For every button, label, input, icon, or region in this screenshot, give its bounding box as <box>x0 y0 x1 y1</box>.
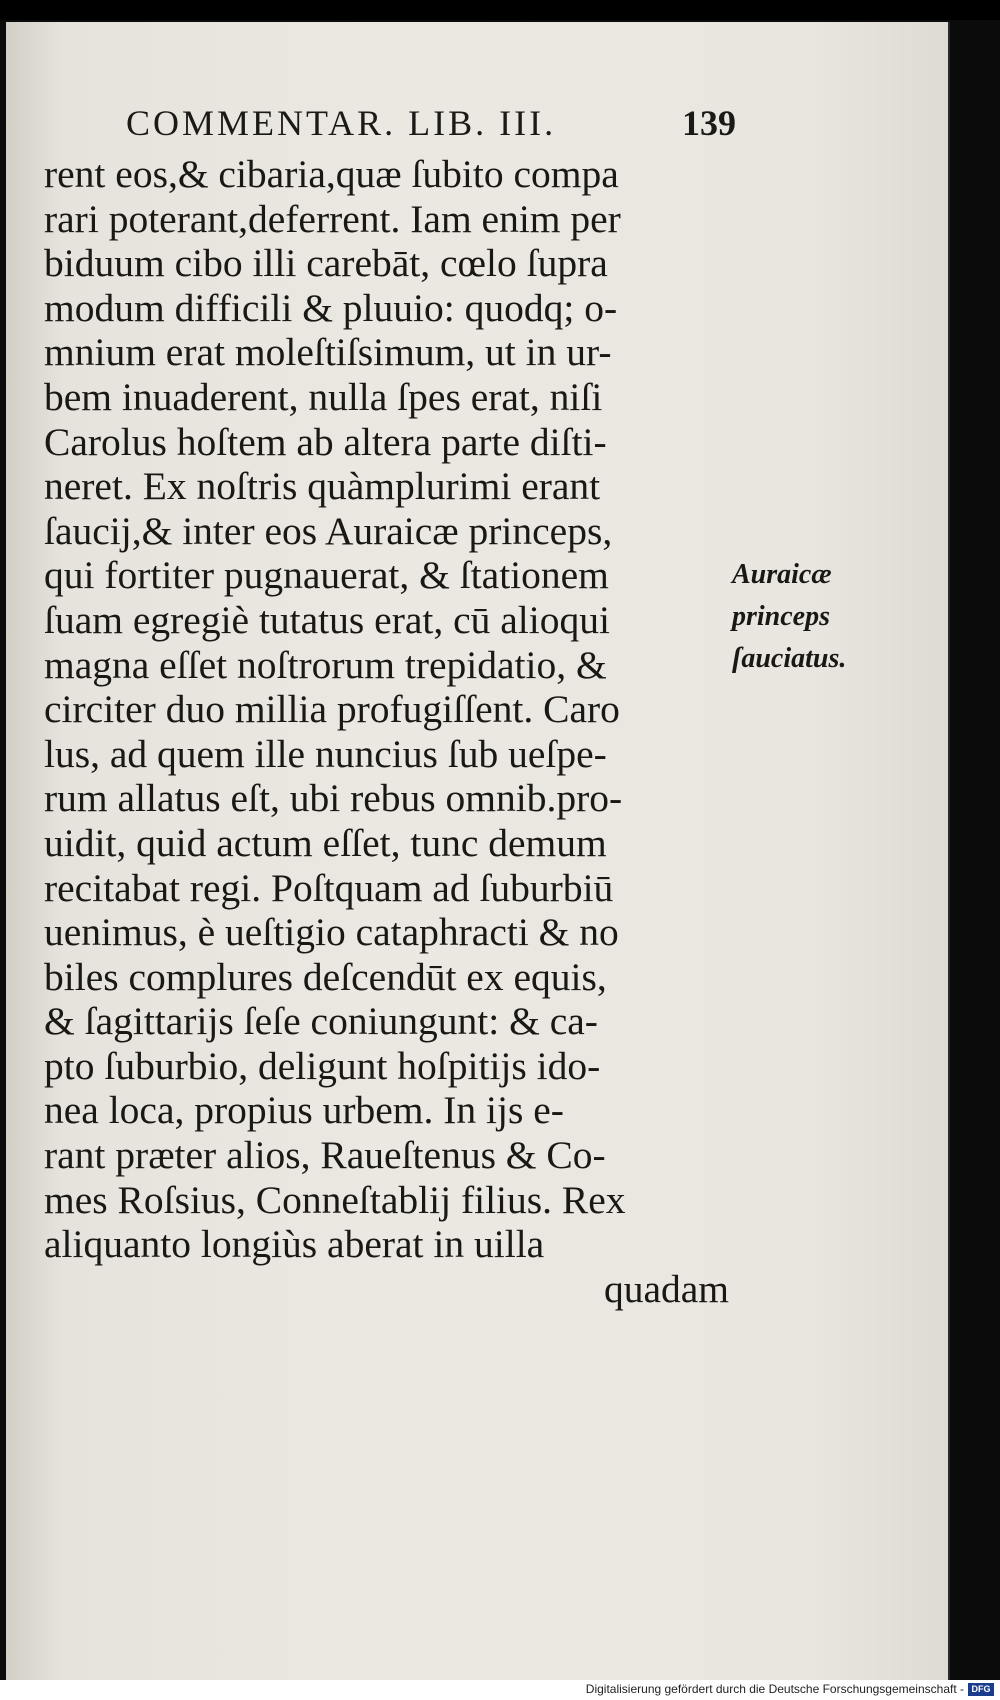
paper-sheet <box>6 22 950 1680</box>
margin-note-line: princeps <box>732 601 830 632</box>
text-line: mes Roſsius, Conneſtablij filius. Rex <box>44 1177 626 1222</box>
text-line: magna eſſet noſtrorum trepidatio, & <box>44 642 607 687</box>
text-line: rant præter alios, Raueſtenus & Co- <box>44 1133 606 1178</box>
margin-note <box>732 554 882 680</box>
text-line: recitabat regi. Poſtquam ad ſuburbiū <box>44 865 614 910</box>
text-line: biles complures deſcendūt ex equis, <box>44 954 607 999</box>
text-line: aliquanto longiùs aberat in uilla <box>44 1222 545 1267</box>
text-line: rent eos,& cibaria,quæ ſubito compa <box>44 152 619 196</box>
dfg-logo: DFG <box>968 1683 994 1696</box>
text-line: rum allatus eſt, ubi rebus omnib.pro- <box>44 776 623 821</box>
text-line: biduum cibo illi carebāt, cœlo ſupra <box>44 241 608 286</box>
digitization-credit-bar <box>0 1680 1000 1700</box>
page-header <box>126 102 736 146</box>
text-line: qui fortiter pugnauerat, & ſtationem <box>44 553 609 598</box>
body-text <box>44 152 734 1311</box>
scanned-page <box>0 20 1000 1680</box>
text-line: ſuam egregiè tutatus erat, cū alioqui <box>44 597 610 642</box>
text-line: nea loca, propius urbem. In ijs e- <box>44 1088 564 1133</box>
catchword: quadam <box>603 1266 729 1311</box>
text-line: & ſagittarijs ſeſe coniungunt: & ca- <box>44 999 598 1044</box>
text-line: lus, ad quem ille nuncius ſub ueſpe- <box>44 731 607 776</box>
text-line: mnium erat moleſtiſsimum, ut in ur- <box>44 330 612 375</box>
margin-note-line: ſauciatus. <box>732 643 847 674</box>
text-line: modum difficili & pluuio: quodq; o- <box>44 285 618 330</box>
text-line: uenimus, è ueſtigio cataphracti & no <box>44 910 619 955</box>
text-line: ſaucij,& inter eos Auraicæ princeps, <box>44 508 613 553</box>
text-line: bem inuaderent, nulla ſpes erat, niſi <box>44 374 603 419</box>
text-line: Carolus hoſtem ab altera parte diſti- <box>44 419 607 464</box>
running-title: COMMENTAR. LIB. III. <box>126 103 557 143</box>
text-line: uidit, quid actum eſſet, tunc demum <box>44 820 607 865</box>
margin-note-line: Auraicæ <box>732 559 832 590</box>
text-line: circiter duo millia profugiſſent. Caro <box>44 687 620 732</box>
page-number: 139 <box>682 103 736 143</box>
text-line: pto ſuburbio, deligunt hoſpitijs ido- <box>44 1043 601 1088</box>
credit-text: Digitalisierung gefördert durch die Deutsche Forschungsgemeinschaft - <box>585 1682 964 1696</box>
text-line: rari poterant,deferrent. Iam enim per <box>44 196 621 241</box>
text-line: neret. Ex noſtris quàmplurimi erant <box>44 464 601 509</box>
